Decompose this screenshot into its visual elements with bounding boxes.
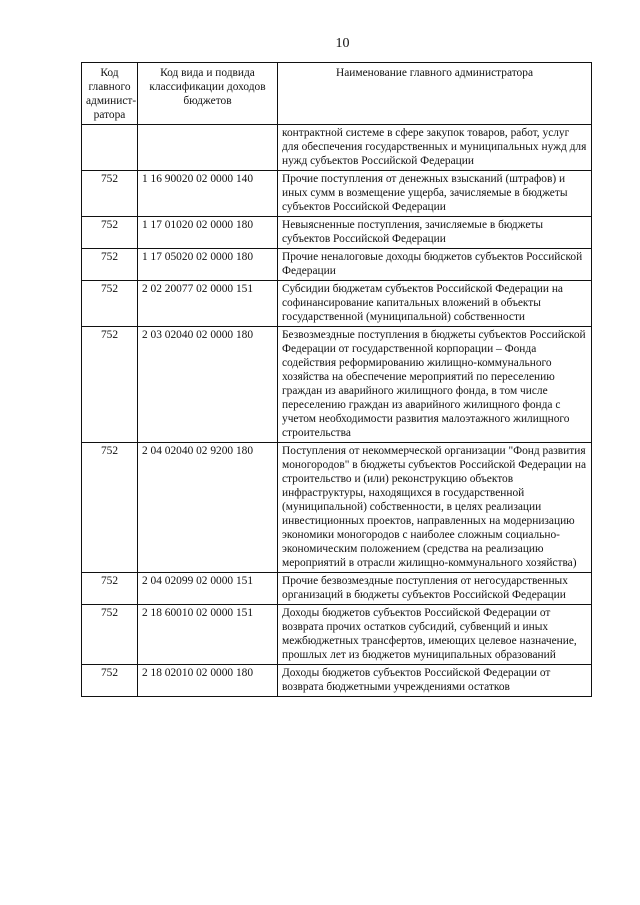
table-row [82,327,592,443]
revenue-administrators-table [81,62,592,697]
admin-name-cell: Прочие поступления от денежных взысканий (штрафов) и иных сумм в возмещение ущерба, зачисляемые в бюджеты субъектов Российской Федерации [278,171,592,217]
admin-code-cell: 752 [82,327,138,443]
admin-code-cell [82,125,138,171]
table-row [82,217,592,249]
revenue-code-cell: 1 16 90020 02 0000 140 [138,171,278,217]
table-row [82,605,592,665]
table-row [82,443,592,573]
revenue-code-cell: 2 02 20077 02 0000 151 [138,281,278,327]
admin-name-cell: Прочие неналоговые доходы бюджетов субъектов Российской Федерации [278,249,592,281]
header-revenue-code: Код вида и подвида классификации доходов бюджетов [138,63,278,125]
table-row [82,125,592,171]
table-row [82,281,592,327]
admin-name-cell: контрактной системе в сфере закупок товаров, работ, услуг для обеспечения государственных и муниципальных нужд для нужд субъектов Российской Федерации [278,125,592,171]
table-row [82,665,592,697]
revenue-code-cell: 2 03 02040 02 0000 180 [138,327,278,443]
table-row [82,573,592,605]
admin-code-cell: 752 [82,249,138,281]
admin-name-cell: Субсидии бюджетам субъектов Российской Федерации на софинансирование капитальных вложений в объекты государственной (муниципальной) собственности [278,281,592,327]
revenue-code-cell [138,125,278,171]
table-row [82,171,592,217]
admin-name-cell: Доходы бюджетов субъектов Российской Федерации от возврата бюджетными учреждениями остатков [278,665,592,697]
revenue-code-cell: 2 04 02040 02 9200 180 [138,443,278,573]
admin-code-cell: 752 [82,217,138,249]
admin-name-cell: Доходы бюджетов субъектов Российской Федерации от возврата прочих остатков субсидий, субвенций и иных межбюджетных трансфертов, имеющих целевое назначение, прошлых лет из бюджетов муниципальных образований [278,605,592,665]
admin-code-cell: 752 [82,443,138,573]
admin-code-cell: 752 [82,171,138,217]
header-admin-name: Наименование главного администратора [278,63,592,125]
admin-code-cell: 752 [82,605,138,665]
admin-code-cell: 752 [82,573,138,605]
revenue-code-cell: 2 18 02010 02 0000 180 [138,665,278,697]
revenue-code-cell: 2 04 02099 02 0000 151 [138,573,278,605]
table-row [82,249,592,281]
table-header-row [82,63,592,125]
admin-name-cell: Поступления от некоммерческой организации "Фонд развития моногородов" в бюджеты субъектов Российской Федерации на строительство и (или) реконструкцию объектов инфраструктуры, находящихся в государственной (муниципальной) собственности, в целях реализации инвестиционных проектов, направленных на модернизацию экономики моногородов с наиболее сложным социально-экономическим положением (средства на реализацию мероприятий в отрасли жилищно-коммунального хозяйства) [278,443,592,573]
header-admin-code: Код главного админист-ратора [82,63,138,125]
admin-name-cell: Прочие безвозмездные поступления от негосударственных организаций в бюджеты субъектов Российской Федерации [278,573,592,605]
page-number: 10 [335,36,350,51]
revenue-code-cell: 2 18 60010 02 0000 151 [138,605,278,665]
revenue-code-cell: 1 17 01020 02 0000 180 [138,217,278,249]
admin-name-cell: Безвозмездные поступления в бюджеты субъектов Российской Федерации от государственной корпорации – Фонда содействия реформированию жилищно-коммунального хозяйства на обеспечение мероприятий по переселению граждан из аварийного жилищного фонда, в том числе переселению граждан из аварийного жилищного фонда с учетом необходимости развития малоэтажного жилищного строительства [278,327,592,443]
admin-code-cell: 752 [82,665,138,697]
admin-code-cell: 752 [82,281,138,327]
admin-name-cell: Невыясненные поступления, зачисляемые в бюджеты субъектов Российской Федерации [278,217,592,249]
revenue-code-cell: 1 17 05020 02 0000 180 [138,249,278,281]
